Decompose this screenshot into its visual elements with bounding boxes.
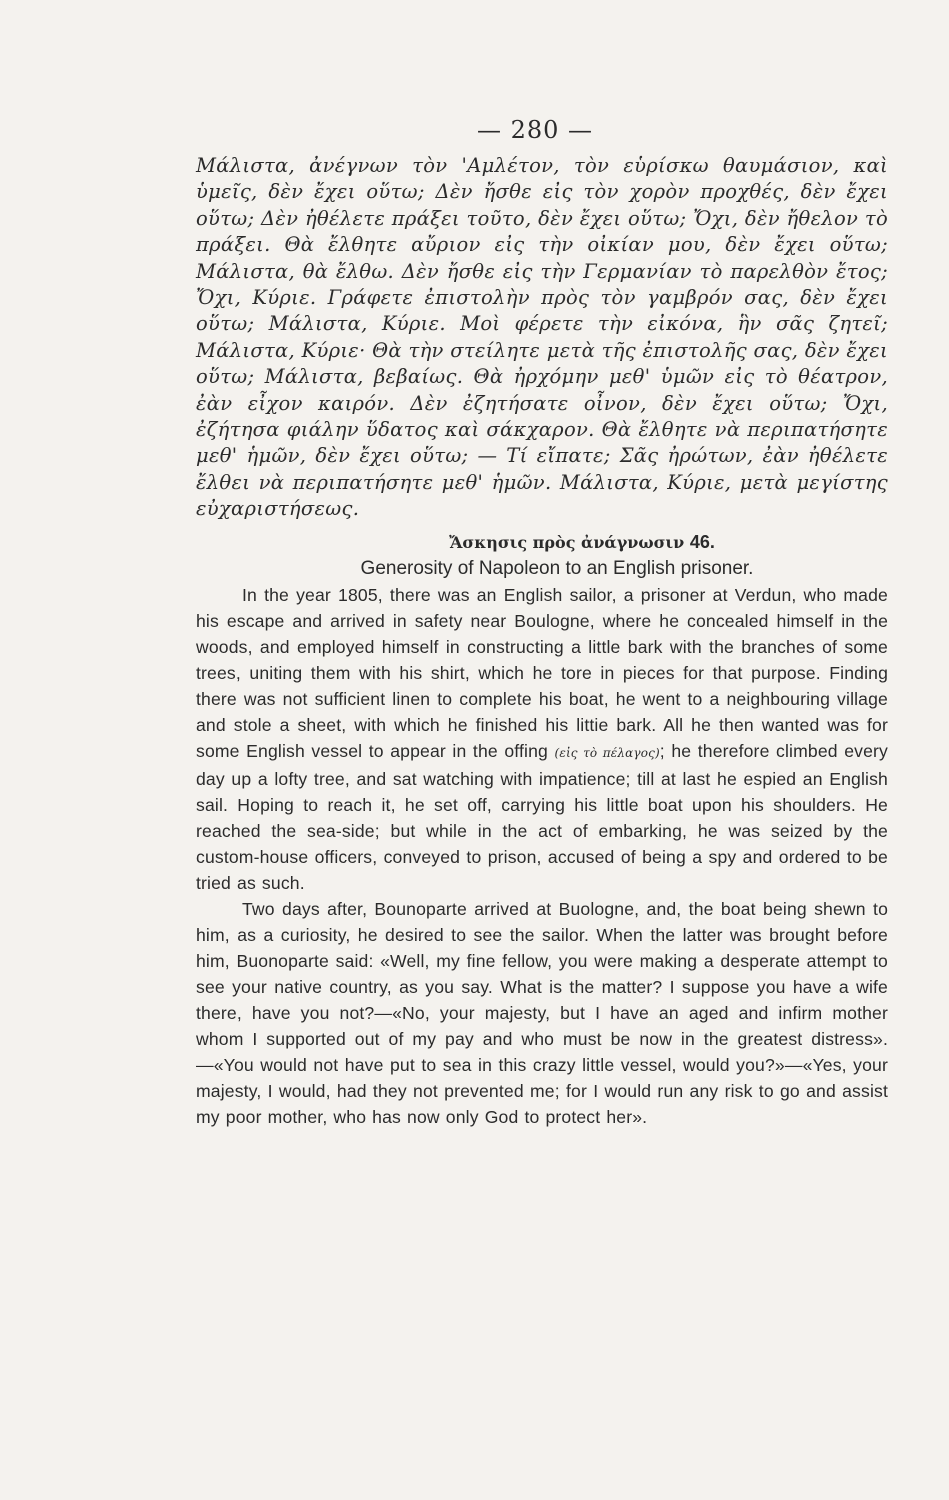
exercise-number: 46. [689, 531, 715, 552]
english-paragraph-2: Two days after, Bounoparte arrived at Buologne, and, the boat being shewn to him, as a curiosity, he desired to see the sailor. When the latter was brought before him, Buonoparte said: «Well, my fine fellow, you were making a desperate attempt to see your native country, as you say. What is the matter? I suppose you have a wife there, have you not?—«No, your majesty, but I have an aged and infirm mother whom I supported out of my pay and who must be now in the greatest distress».—«You would not have put to sea in this crazy little vessel, would you?»—«Yes, your majesty, I would, had they not prevented me; for I would run any risk to go and assist my poor mother, who has now only God to protect her». [196, 898, 888, 1127]
text-column [196, 153, 888, 1130]
exercise-heading [196, 529, 888, 556]
english-p1-part-a: In the year 1805, there was an English sailor, a prisoner at Verdun, who made his escape and arrived in safety near Boulogne, where he concealed himself in the woods, and employed himself in constructing a little bark with the branches of some trees, uniting them with his shirt, which he tore in pieces for that purpose. Finding there was not sufficient linen to complete his boat, he went to a neighbouring village and stole a sheet, with which he finished his littie bark. All he then wanted was for some English vessel to appear in the offing [196, 584, 888, 761]
page-number: — 280 — [476, 116, 594, 144]
english-p1-part-b: ; he therefore climbed every day up a lofty tree, and sat watching with impatience; till at last he espied an English sail. Hoping to reach it, he set off, carrying his little boat upon his shoulders. He reached the sea-side; but while in the act of embarking, he was seized by the custom-house officers, conveyed to prison, accused of being a spy and ordered to be tried as such. [196, 740, 888, 893]
english-title: Generosity of Napoleon to an English prisoner. [360, 557, 754, 579]
greek-paragraph: Μάλιστα, ἀνέγνων τὸν 'Αμλέτον, τὸν εὑρίσκω θαυμάσιον, καὶ ὑμεῖς, δὲν ἔχει οὕτω; Δὲν ἤσθε εἰς τὸν χορὸν προχθές, δὲν ἔχει οὕτω; Δὲν ἠθέλετε πράξει τοῦτο, δὲν ἔχει οὕτω; Ὄχι, δὲν ἤθελον τὸ πράξει. Θὰ ἔλθητε αὔριον εἰς τὴν οἰκίαν μου, δὲν ἔχει οὕτω; Μάλιστα, θὰ ἔλθω. Δὲν ἤσθε εἰς τὴν Γερμανίαν τὸ παρελθὸν ἔτος; Ὄχι, Κύριε. Γράφετε ἐπιστολὴν πρὸς τὸν γαμβρόν σας, δὲν ἔχει οὕτω; Μάλιστα, Κύριε. Μοὶ φέρετε τὴν εἰκόνα, ἣν σᾶς ζητεῖ; Μάλιστα, Κύριε· Θὰ τὴν στείλητε μετὰ τῆς ἐπιστολῆς σας, δὲν ἔχει οὕτω; Μάλιστα, βεβαίως. Θὰ ἠρχόμην μεθ' ὑμῶν εἰς τὸ θέατρον, ἐὰν εἶχον καιρόν. Δὲν ἐζητήσατε οἶνον, δὲν ἔχει οὕτω; Ὄχι, ἐζήτησα φιάλην ὕδατος καὶ σάκχαρον. Θὰ ἔλθητε νὰ περιπατήσητε μεθ' ἡμῶν, δὲν ἔχει οὕτω; — Τί εἴπατε; Σᾶς ἠρώτων, ἐὰν ἠθέλετε ἔλθει νὰ περιπατήσητε μεθ' ἡμῶν. Μάλιστα, Κύριε, μετὰ μεγίστης εὐχαριστήσεως. [196, 154, 888, 521]
english-paragraph-1 [196, 582, 888, 896]
greek-gloss: (εἰς τὸ πέλαγος) [554, 745, 660, 760]
exercise-heading-text: Ἄσκησις πρὸς ἀνάγνωσιν [449, 532, 685, 552]
